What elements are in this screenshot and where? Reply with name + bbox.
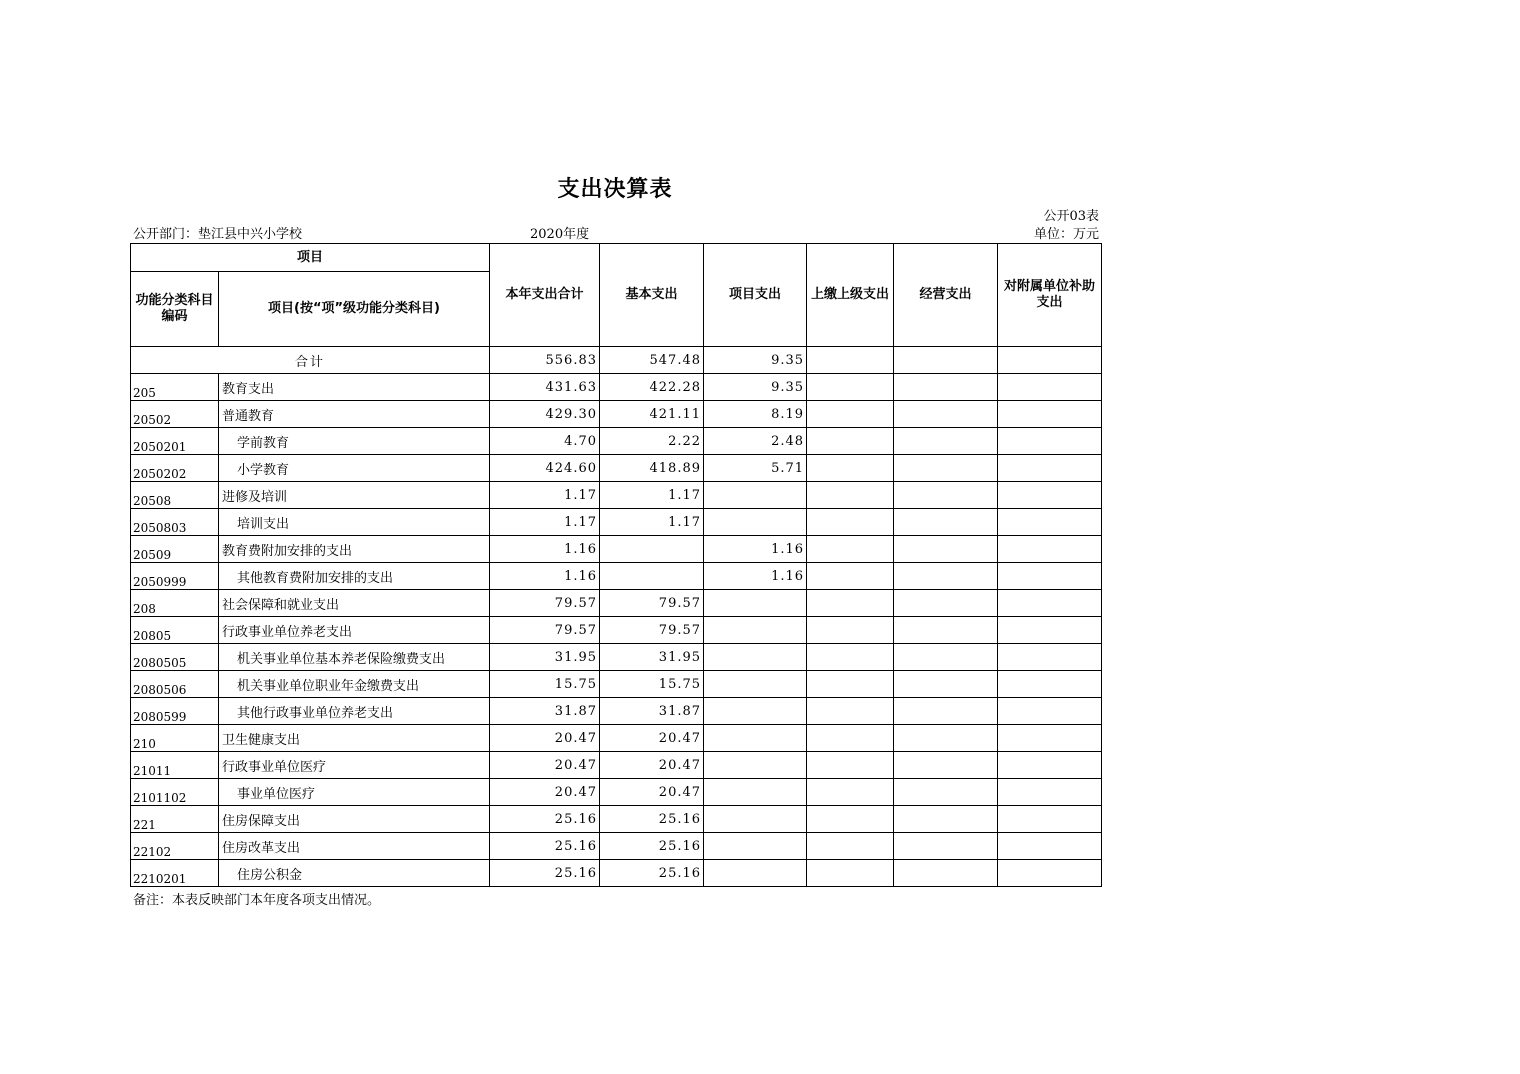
row-total: 15.75 xyxy=(490,671,600,698)
row-basic: 20.47 xyxy=(600,725,704,752)
row-basic: 418.89 xyxy=(600,455,704,482)
row-business xyxy=(894,374,998,401)
row-project xyxy=(704,509,807,536)
row-subsidy xyxy=(998,671,1102,698)
row-name: 其他教育费附加安排的支出 xyxy=(219,563,490,590)
row-upper xyxy=(807,536,894,563)
row-subsidy xyxy=(998,833,1102,860)
row-subsidy xyxy=(998,806,1102,833)
row-total: 20.47 xyxy=(490,752,600,779)
row-code: 2080505 xyxy=(131,644,219,671)
row-business xyxy=(894,644,998,671)
expenditure-table xyxy=(130,243,1102,887)
row-code: 2050999 xyxy=(131,563,219,590)
row-business xyxy=(894,698,998,725)
fiscal-year: 2020年度 xyxy=(530,227,590,242)
row-basic: 2.22 xyxy=(600,428,704,455)
row-total: 424.60 xyxy=(490,455,600,482)
row-basic: 20.47 xyxy=(600,779,704,806)
row-project xyxy=(704,725,807,752)
row-total: 431.63 xyxy=(490,374,600,401)
header-basic: 基本支出 xyxy=(600,244,704,347)
row-code: 22102 xyxy=(131,833,219,860)
table-row xyxy=(131,536,1102,563)
row-total: 20.47 xyxy=(490,725,600,752)
row-code: 221 xyxy=(131,806,219,833)
row-basic: 422.28 xyxy=(600,374,704,401)
row-business xyxy=(894,779,998,806)
row-subsidy xyxy=(998,617,1102,644)
total-row xyxy=(131,347,1102,374)
row-project xyxy=(704,482,807,509)
row-business xyxy=(894,509,998,536)
row-business xyxy=(894,833,998,860)
table-row xyxy=(131,455,1102,482)
row-total: 25.16 xyxy=(490,806,600,833)
header-project-group: 项目 xyxy=(131,244,490,272)
table-row xyxy=(131,374,1102,401)
row-total: 1.17 xyxy=(490,509,600,536)
row-subsidy xyxy=(998,752,1102,779)
row-total: 1.16 xyxy=(490,563,600,590)
row-subsidy xyxy=(998,644,1102,671)
row-business xyxy=(894,617,998,644)
row-upper xyxy=(807,590,894,617)
header-name: 项目(按“项”级功能分类科目) xyxy=(219,272,490,347)
row-code: 20508 xyxy=(131,482,219,509)
row-upper xyxy=(807,752,894,779)
row-basic: 421.11 xyxy=(600,401,704,428)
table-row xyxy=(131,428,1102,455)
row-name: 教育支出 xyxy=(219,374,490,401)
row-project xyxy=(704,698,807,725)
header-total: 本年支出合计 xyxy=(490,244,600,347)
row-upper xyxy=(807,509,894,536)
row-code: 2080599 xyxy=(131,698,219,725)
total-total: 556.83 xyxy=(490,347,600,374)
row-project xyxy=(704,617,807,644)
row-project: 2.48 xyxy=(704,428,807,455)
row-project xyxy=(704,752,807,779)
row-project xyxy=(704,833,807,860)
row-upper xyxy=(807,455,894,482)
table-row xyxy=(131,590,1102,617)
row-project xyxy=(704,590,807,617)
form-number: 公开03表 xyxy=(1043,209,1099,224)
row-business xyxy=(894,806,998,833)
row-name: 培训支出 xyxy=(219,509,490,536)
row-business xyxy=(894,455,998,482)
row-code: 20805 xyxy=(131,617,219,644)
table-row xyxy=(131,833,1102,860)
row-project xyxy=(704,671,807,698)
table-row xyxy=(131,671,1102,698)
row-business xyxy=(894,671,998,698)
row-code: 2101102 xyxy=(131,779,219,806)
table-row xyxy=(131,563,1102,590)
total-label: 合计 xyxy=(131,347,490,374)
table-row xyxy=(131,482,1102,509)
row-business xyxy=(894,752,998,779)
row-basic: 25.16 xyxy=(600,806,704,833)
row-name: 住房公积金 xyxy=(219,860,490,887)
row-project: 5.71 xyxy=(704,455,807,482)
row-total: 79.57 xyxy=(490,590,600,617)
row-total: 31.87 xyxy=(490,698,600,725)
row-basic: 1.17 xyxy=(600,509,704,536)
row-code: 205 xyxy=(131,374,219,401)
row-basic: 25.16 xyxy=(600,833,704,860)
row-name: 住房改革支出 xyxy=(219,833,490,860)
total-project: 9.35 xyxy=(704,347,807,374)
row-name: 住房保障支出 xyxy=(219,806,490,833)
row-subsidy xyxy=(998,509,1102,536)
row-project: 8.19 xyxy=(704,401,807,428)
row-project xyxy=(704,644,807,671)
row-name: 普通教育 xyxy=(219,401,490,428)
row-code: 2050202 xyxy=(131,455,219,482)
table-row xyxy=(131,644,1102,671)
row-name: 教育费附加安排的支出 xyxy=(219,536,490,563)
row-name: 行政事业单位养老支出 xyxy=(219,617,490,644)
row-project: 1.16 xyxy=(704,563,807,590)
row-basic: 31.87 xyxy=(600,698,704,725)
row-code: 21011 xyxy=(131,752,219,779)
row-subsidy xyxy=(998,590,1102,617)
row-subsidy xyxy=(998,482,1102,509)
row-total: 79.57 xyxy=(490,617,600,644)
row-subsidy xyxy=(998,860,1102,887)
row-name: 社会保障和就业支出 xyxy=(219,590,490,617)
row-upper xyxy=(807,698,894,725)
row-project xyxy=(704,860,807,887)
row-subsidy xyxy=(998,374,1102,401)
row-subsidy xyxy=(998,428,1102,455)
row-code: 208 xyxy=(131,590,219,617)
header-project: 项目支出 xyxy=(704,244,807,347)
department-label: 公开部门：垫江县中兴小学校 xyxy=(133,227,303,242)
row-name: 其他行政事业单位养老支出 xyxy=(219,698,490,725)
row-total: 25.16 xyxy=(490,833,600,860)
row-business xyxy=(894,590,998,617)
row-business xyxy=(894,860,998,887)
row-basic xyxy=(600,563,704,590)
row-upper xyxy=(807,563,894,590)
unit-label: 单位：万元 xyxy=(1033,227,1099,242)
row-basic: 15.75 xyxy=(600,671,704,698)
row-name: 小学教育 xyxy=(219,455,490,482)
row-basic: 79.57 xyxy=(600,617,704,644)
row-total: 1.16 xyxy=(490,536,600,563)
row-basic xyxy=(600,536,704,563)
row-name: 机关事业单位职业年金缴费支出 xyxy=(219,671,490,698)
row-upper xyxy=(807,401,894,428)
row-business xyxy=(894,563,998,590)
row-upper xyxy=(807,374,894,401)
row-business xyxy=(894,428,998,455)
row-total: 4.70 xyxy=(490,428,600,455)
row-upper xyxy=(807,806,894,833)
row-upper xyxy=(807,725,894,752)
row-subsidy xyxy=(998,563,1102,590)
row-project: 9.35 xyxy=(704,374,807,401)
row-code: 2050803 xyxy=(131,509,219,536)
header-business: 经营支出 xyxy=(894,244,998,347)
row-subsidy xyxy=(998,536,1102,563)
header-upper: 上缴上级支出 xyxy=(807,244,894,347)
row-project xyxy=(704,806,807,833)
table-row xyxy=(131,806,1102,833)
row-name: 事业单位医疗 xyxy=(219,779,490,806)
row-upper xyxy=(807,860,894,887)
row-total: 20.47 xyxy=(490,779,600,806)
table-row xyxy=(131,779,1102,806)
row-name: 学前教育 xyxy=(219,428,490,455)
row-code: 20509 xyxy=(131,536,219,563)
row-code: 2210201 xyxy=(131,860,219,887)
row-basic: 79.57 xyxy=(600,590,704,617)
row-basic: 31.95 xyxy=(600,644,704,671)
row-subsidy xyxy=(998,401,1102,428)
header-subsidy: 对附属单位补助支出 xyxy=(998,244,1102,347)
row-upper xyxy=(807,644,894,671)
footnote: 备注：本表反映部门本年度各项支出情况。 xyxy=(133,893,381,908)
row-upper xyxy=(807,671,894,698)
row-name: 进修及培训 xyxy=(219,482,490,509)
row-total: 1.17 xyxy=(490,482,600,509)
table-row xyxy=(131,698,1102,725)
row-upper xyxy=(807,779,894,806)
row-name: 行政事业单位医疗 xyxy=(219,752,490,779)
row-code: 20502 xyxy=(131,401,219,428)
row-basic: 1.17 xyxy=(600,482,704,509)
row-upper xyxy=(807,482,894,509)
table-row xyxy=(131,725,1102,752)
row-basic: 25.16 xyxy=(600,860,704,887)
row-business xyxy=(894,401,998,428)
row-basic: 20.47 xyxy=(600,752,704,779)
row-name: 机关事业单位基本养老保险缴费支出 xyxy=(219,644,490,671)
row-subsidy xyxy=(998,455,1102,482)
row-project xyxy=(704,779,807,806)
row-subsidy xyxy=(998,779,1102,806)
total-basic: 547.48 xyxy=(600,347,704,374)
row-code: 210 xyxy=(131,725,219,752)
row-project: 1.16 xyxy=(704,536,807,563)
row-code: 2080506 xyxy=(131,671,219,698)
table-row xyxy=(131,509,1102,536)
total-business xyxy=(894,347,998,374)
page-title: 支出决算表 xyxy=(557,176,673,202)
row-business xyxy=(894,482,998,509)
header-code: 功能分类科目编码 xyxy=(131,272,219,347)
table-row xyxy=(131,617,1102,644)
total-upper xyxy=(807,347,894,374)
row-total: 429.30 xyxy=(490,401,600,428)
table-row xyxy=(131,752,1102,779)
total-subsidy xyxy=(998,347,1102,374)
row-subsidy xyxy=(998,698,1102,725)
table-row xyxy=(131,860,1102,887)
row-upper xyxy=(807,428,894,455)
row-business xyxy=(894,536,998,563)
row-upper xyxy=(807,617,894,644)
row-code: 2050201 xyxy=(131,428,219,455)
row-upper xyxy=(807,833,894,860)
row-subsidy xyxy=(998,725,1102,752)
row-total: 31.95 xyxy=(490,644,600,671)
row-name: 卫生健康支出 xyxy=(219,725,490,752)
row-total: 25.16 xyxy=(490,860,600,887)
row-business xyxy=(894,725,998,752)
table-row xyxy=(131,401,1102,428)
